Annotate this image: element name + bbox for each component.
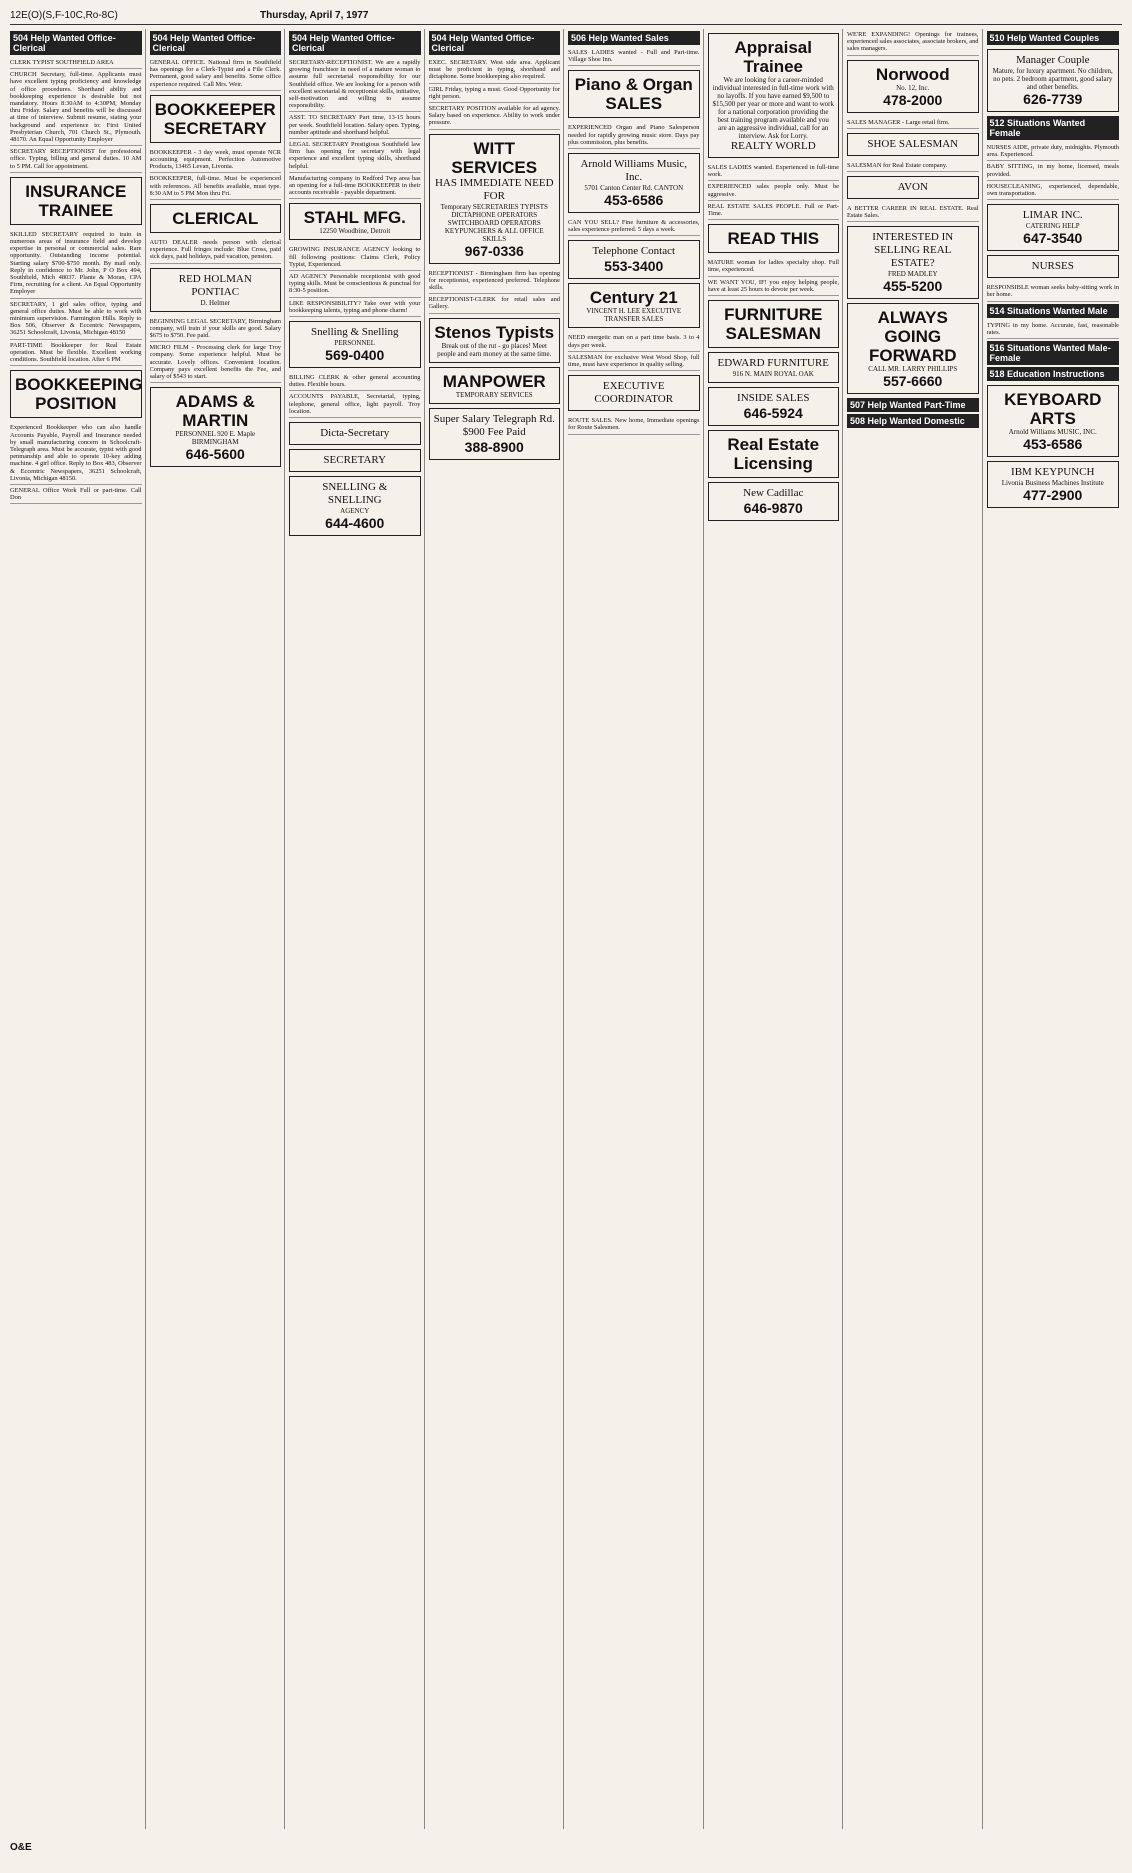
display-ad-title: Arnold Williams Music, Inc.	[580, 158, 688, 184]
display-ad-title: READ THIS	[727, 229, 820, 249]
display-ad-body: Break out of the rut - go places! Meet people and earn money at the same time.	[437, 341, 552, 358]
display-ad-title: BOOKKEEPER SECRETARY	[154, 99, 276, 138]
display-ad-title: INTERESTED IN SELLING REAL ESTATE?	[872, 231, 954, 270]
display-ad-title: EXECUTIVE COORDINATOR	[594, 380, 674, 406]
display-ad-phone: 646-5600	[185, 446, 245, 463]
classified-ad: RECEPTIONIST-CLERK for retail sales and Gallery.	[429, 294, 561, 313]
newspaper-page	[10, 10, 1122, 1853]
column-2	[150, 29, 286, 1829]
display-ad-subtitle: CATERING HELP	[1025, 222, 1080, 231]
display-ad-title: SNELLING & SNELLING	[322, 481, 388, 507]
column-4	[429, 29, 565, 1829]
section-header: 506 Help Wanted Sales	[568, 31, 700, 45]
page-date: Thursday, April 7, 1977	[260, 10, 369, 21]
display-ad-appraisal	[708, 33, 840, 158]
display-ad-bookkeeper	[150, 95, 282, 143]
page-footer: O&E	[10, 1842, 32, 1853]
classified-ad: EXPERIENCED sales people only. Must be aggressive.	[708, 181, 840, 200]
section-header: 507 Help Wanted Part-Time	[847, 398, 979, 412]
classified-ad: SALES LADIES wanted - Full and Part-time. Village Shoe Inn.	[568, 47, 700, 66]
display-ad-phone: 646-9870	[743, 500, 803, 517]
display-ad-phone: 569-0400	[325, 347, 385, 364]
display-ad-title: EDWARD FURNITURE	[717, 357, 830, 370]
section-header: 504 Help Wanted Office-Clerical	[429, 31, 561, 55]
classified-ad: Experienced Bookkeeper who can also handle Accounts Payable, Payroll and Insurance needed by small manufacturing concern in Schoolcraft-Telegraph area. Must be accurate, typist with good penmanship and able to operate 10-key adding machine. 4 girl office. Reply to Box 483, Observer & Eccentric Newspapers, 36251 Schoolcraft, Livonia, Michigan 48150.	[10, 422, 142, 485]
display-ad-company: REALTY WORLD	[730, 140, 816, 152]
display-ad-licensing	[708, 430, 840, 478]
column-1	[10, 29, 146, 1829]
display-ad-subtitle: PERSONNEL	[334, 339, 375, 348]
display-ad-title: Snelling & Snelling	[311, 326, 399, 339]
classified-ad: GENERAL OFFICE. National firm in Southfield has openings for a Clerk-Typist and a File Clerk. Permanent, good salary and benefits. Some office experience required. Call Mrs. Weir.	[150, 57, 282, 91]
column-3	[289, 29, 425, 1829]
display-ad-title: SECRETARY	[323, 454, 387, 467]
display-ad-phone: 644-4600	[325, 515, 385, 532]
section-header: 504 Help Wanted Office-Clerical	[150, 31, 282, 55]
display-ad-title: Piano & Organ SALES	[574, 75, 693, 114]
classified-ad: HOUSECLEANING, experienced, dependable, own transportation.	[987, 181, 1120, 200]
display-ad-dicta	[289, 422, 421, 445]
column-5	[568, 29, 704, 1829]
display-ad-adams-martin	[150, 387, 282, 467]
display-ad-subtitle: Livonia Business Machines Institute	[1001, 479, 1104, 488]
display-ad-arnold	[568, 153, 700, 213]
display-ad-subtitle: HAS IMMEDIATE NEED FOR	[434, 176, 554, 202]
section-header: 512 Situations Wanted Female	[987, 116, 1120, 140]
display-ad-inside-sales	[708, 387, 840, 426]
display-ad-title: Dicta-Secretary	[320, 427, 390, 440]
display-ad-title: FURNITURE SALESMAN	[724, 305, 823, 344]
display-ad-cadillac	[708, 482, 840, 521]
display-ad-title: RED HOLMAN PONTIAC	[178, 272, 252, 298]
display-ad-title: ADAMS & MARTIN	[175, 392, 255, 431]
display-ad-phone: 557-6660	[883, 373, 943, 390]
display-ad-address: PERSONNEL 920 E. Maple BIRMINGHAM	[175, 430, 256, 447]
display-ad-title: Stenos Typists	[434, 322, 555, 342]
column-7	[847, 29, 983, 1829]
display-ad-telephone	[568, 240, 700, 279]
display-ad-nurses	[987, 255, 1120, 278]
classified-ad: RECEPTIONIST - Birmingham firm has opening for receptionist, experienced preferred. Telephone skills.	[429, 268, 561, 295]
column-6	[708, 29, 844, 1829]
classified-ad: BOOKKEEPER, full-time. Must be experienced with references. All benefits available, must type. 8:30 AM to 5 PM Mon thru Fri.	[150, 173, 282, 200]
section-header: 504 Help Wanted Office-Clerical	[10, 31, 142, 55]
display-ad-title: Real Estate Licensing	[727, 435, 820, 474]
classified-ad: BABY SITTING, in my home, licensed, meals provided.	[987, 161, 1120, 180]
display-ad-secretary	[289, 449, 421, 472]
classified-ad: GROWING INSURANCE AGENCY looking to fill following positions: Claims Clerk, Policy Typist, Experienced.	[289, 244, 421, 271]
classified-ad: WE'RE EXPANDING! Openings for trainees, experienced sales associates, associate brokers, and sales managers.	[847, 29, 979, 56]
classified-ad: SECRETARY-RECEPTIONIST. We are a rapidly growing franchisor in need of a mature woman to assume full secretarial responsibility for our Southfield office. We are looking for a person with excellent secretarial & receptionist skills, initiative, self-motivation and willing to assume responsibility.	[289, 57, 421, 112]
display-ad-subtitle: AGENCY	[340, 507, 370, 516]
display-ad-norwood	[847, 60, 979, 113]
display-ad-edward	[708, 352, 840, 383]
display-ad-limar	[987, 204, 1120, 251]
display-ad-manager-couple	[987, 49, 1120, 112]
display-ad-body: Temporary SECRETARIES TYPISTS DICTAPHONE OPERATORS SWITCHBOARD OPERATORS KEYPUNCHERS & ALL OFFICE SKILLS	[440, 202, 548, 243]
display-ad-body: Mature, for luxury apartment. No children, no pets. 2 bedroom apartment, good salary and other benefits.	[992, 67, 1113, 91]
display-ad-phone: 478-2000	[883, 91, 943, 108]
display-ad-title: LIMAR INC.	[1022, 209, 1083, 222]
classified-ad: CHURCH Secretary, full-time. Applicants must have excellent typing proficiency and knowledge of office procedures. Shorthand ability and bookkeeping experience is desirable but not mandatory. Hours 8:30AM to 4:30PM, Monday thru Friday. Salary and benefits will be discussed at time of interview. Submit resume, stating your background and experience to: First United Presbyterian Church, 701 Church St., Plymouth. 48170. An Equal Opportunity Employer	[10, 69, 142, 146]
display-ad-stenos	[429, 318, 561, 363]
column-8	[987, 29, 1123, 1829]
classified-ad: WE WANT YOU, IF! you enjoy helping people, have at least 25 hours to devote per week.	[708, 277, 840, 296]
display-ad-clerical	[150, 204, 282, 233]
display-ad-read-this	[708, 224, 840, 253]
classified-ad: GIRL Friday, typing a must. Good Opportunity for right person.	[429, 84, 561, 103]
display-ad-century21	[568, 283, 700, 328]
display-ad-phone: 647-3540	[1023, 230, 1083, 247]
display-ad-title: INSIDE SALES	[737, 392, 810, 405]
display-ad-always	[847, 303, 979, 394]
display-ad-contact: FRED MADLEY	[887, 270, 938, 279]
display-ad-bookkeeping	[10, 370, 142, 418]
display-ad-title: NURSES	[1031, 260, 1074, 273]
display-ad-insurance	[10, 177, 142, 225]
display-ad-snelling-2	[289, 476, 421, 536]
classified-ad: RESPONSIBLE woman seeks baby-sitting work in her home.	[987, 282, 1120, 301]
display-ad-title: Manager Couple	[1015, 54, 1090, 66]
masthead	[10, 10, 1122, 25]
display-ad-phone: 453-6586	[604, 192, 664, 209]
display-ad-holman	[150, 268, 282, 312]
classified-ad: AD AGENCY Personable receptionist with good typing skills. Must be conscientious & punctual for 8:30-5 position.	[289, 271, 421, 298]
display-ad-title: Norwood	[875, 64, 950, 84]
classified-ad: SECRETARY POSITION available for ad agency. Salary based on experience. Ability to work under pressure.	[429, 103, 561, 130]
display-ad-phone: 453-6586	[1023, 436, 1083, 453]
display-ad-subtitle: No. 12, Inc.	[896, 83, 930, 92]
classified-ad: NEED energetic man on a part time basis. 3 to 4 days per week.	[568, 332, 700, 351]
classified-ad: SALES LADIES wanted. Experienced in full-time work.	[708, 162, 840, 181]
classified-ad: EXPERIENCED Organ and Piano Salesperson needed for rapidly growing music store. Days pay plus commission, plus benefits.	[568, 122, 700, 149]
display-ad-address: 12250 Woodbine, Detroit	[319, 227, 391, 236]
display-ad-keyboard	[987, 385, 1120, 457]
classified-ad: EXEC. SECRETARY. West side area. Applicant must be proficient in typing, shorthand and dictaphone. Some bookkeeping also required.	[429, 57, 561, 84]
page-code: 12E(O)(S,F-10C,Ro-8C)	[10, 10, 118, 21]
display-ad-snelling	[289, 321, 421, 368]
classified-ad: SALESMAN for Real Estate company.	[847, 160, 979, 172]
classified-ad: LIKE RESPONSIBILITY? Take over with your bookkeeping talents, typing and phone charm!	[289, 298, 421, 317]
classified-ad: MATURE woman for ladies specialty shop. Full time, experienced.	[708, 257, 840, 276]
display-ad-contact: D. Helmer	[200, 298, 231, 307]
display-ad-witt	[429, 134, 561, 264]
classified-ad: AUTO DEALER needs person with clerical experience. Full fringes include: Blue Cross, paid sick days, paid holidays, paid vacation, pension.	[150, 237, 282, 264]
display-ad-address: 916 N. MAIN ROYAL OAK	[732, 370, 814, 379]
section-header: 518 Education Instructions	[987, 367, 1120, 381]
section-header: 504 Help Wanted Office-Clerical	[289, 31, 421, 55]
classified-ad: MICRO FILM - Processing clerk for large Troy company. Some experience helpful. Must be accurate. Lovely offices. Convenient location. Company pays excellent benefits the Fee, and salary of $543 to start.	[150, 342, 282, 383]
display-ad-title: Appraisal Trainee	[734, 38, 812, 76]
classified-ad: BOOKKEEPER - 3 day week, must operate NCR accounting equipment. Perfection Automotive Products, 13465 Levan, Livonia.	[150, 147, 282, 174]
section-header: 516 Situations Wanted Male-Female	[987, 341, 1120, 365]
section-header: 514 Situations Wanted Male	[987, 304, 1120, 318]
display-ad-subtitle: TEMPORARY SERVICES	[455, 390, 533, 399]
display-ad-phone: 626-7739	[1023, 91, 1083, 107]
display-ad-title: KEYBOARD ARTS	[1004, 390, 1102, 429]
display-ad-ibm	[987, 461, 1120, 508]
classified-ad: SECRETARY, 1 girl sales office, typing and general office duties. Must be able to work with minimum supervision. Farmington Hills. Reply to Box 506, Observer & Eccentric Newspapers, 36251 Schoolcraft, Livonia, Michigan 48150	[10, 299, 142, 340]
display-ad-address: 5701 Canton Center Rd. CANTON	[584, 184, 684, 193]
display-ad-title: CLERICAL	[172, 209, 259, 229]
classified-ad: REAL ESTATE SALES PEOPLE. Full or Part-Time.	[708, 201, 840, 220]
classified-ad: BILLING CLERK & other general accounting duties. Flexible hours.	[289, 372, 421, 391]
display-ad-title: BOOKKEEPING POSITION	[15, 375, 143, 414]
display-ad-interested	[847, 226, 979, 299]
display-ad-shoe	[847, 133, 979, 156]
classified-ad: Manufacturing company in Redford Twp area has an opening for a full-time BOOKKEEPER in their accounts receivable - payable department.	[289, 173, 421, 200]
display-ad-phone: 455-5200	[883, 278, 943, 295]
display-ad-phone: 553-3400	[604, 258, 664, 275]
display-ad-title: Telephone Contact	[592, 245, 676, 258]
classified-ad: SALESMAN for exclusive West Wood Shop, full time, must have experience in quality selling.	[568, 352, 700, 371]
classified-ad: ROUTE SALES. New home, Immediate openings for Route Salesmen.	[568, 415, 700, 434]
display-ad-title: New Cadillac	[743, 487, 804, 500]
masthead-right	[860, 10, 1122, 24]
display-ad-super-salary	[429, 408, 561, 460]
classified-ad: BEGINNING LEGAL SECRETARY, Birmingham company, will train if your skills are good. Salary $675 to $750. Fee paid.	[150, 316, 282, 343]
display-ad-title: STAHL MFG.	[303, 208, 406, 228]
classified-ad: LEGAL SECRETARY Prestigious Southfield law firm has opening for secretary with legal experience and excellent typing skills, shorthand helpful.	[289, 139, 421, 173]
classified-ad: ASST. TO SECRETARY Part time, 13-15 hours per week. Southfield location. Salary open. Typing, number aptitude and shorthand helpful.	[289, 112, 421, 139]
classified-ad: SKILLED SECRETARY required to train in numerous areas of insurance field and develop expertise in personal or commercial sales. Rare opportunity. Outstanding income potential. Starting salary $700-$750 month. By mail only. Reply in confidence to Mr. John, P O Box 494, Southfield, Mich 48037. Plante & Moran, CPA Firm, recruiting for a client. An Equal Opportunity Employer	[10, 229, 142, 299]
display-ad-title: INSURANCE TRAINEE	[25, 181, 127, 220]
display-ad-title: SHOE SALESMAN	[867, 137, 959, 150]
display-ad-phone: 388-8900	[464, 438, 524, 455]
classified-ad: TYPING in my home. Accurate, fast, reasonable rates.	[987, 320, 1120, 339]
display-ad-avon	[847, 176, 979, 199]
classified-ad: NURSES AIDE, private duty, midnights. Plymouth area. Experienced.	[987, 142, 1120, 161]
display-ad-phone: 967-0336	[464, 242, 524, 259]
display-ad-title: IBM KEYPUNCH	[1011, 466, 1095, 479]
classified-ad: SALES MANAGER - Large retail firm.	[847, 117, 979, 129]
display-ad-title: Century 21	[589, 288, 678, 308]
display-ad-subtitle: Arnold Williams MUSIC, INC.	[1008, 428, 1097, 437]
display-ad-subtitle: VINCENT H. LEE EXECUTIVE TRANSFER SALES	[586, 307, 682, 324]
display-ad-phone: 646-5924	[743, 405, 803, 422]
classified-ad: GENERAL Office Work Full or part-time. Call Don	[10, 485, 142, 504]
classified-ad: SECRETARY RECEPTIONIST for professional office. Typing, billing and general duties. 10 AM to 5 PM. Call for appointment.	[10, 146, 142, 173]
classified-ad: CAN YOU SELL? Fine furniture & accessories, sales experience preferred. 5 days a week.	[568, 217, 700, 236]
display-ad-piano	[568, 70, 700, 118]
classified-ad: CLERK TYPIST SOUTHFIELD AREA	[10, 57, 142, 69]
display-ad-title: MANPOWER	[442, 371, 546, 391]
display-ad-title: AVON	[897, 181, 928, 194]
display-ad-phone: 477-2900	[1023, 487, 1083, 504]
classified-ad: A BETTER CAREER IN REAL ESTATE. Real Estate Sales.	[847, 203, 979, 222]
classified-ad: PART-TIME Bookkeeper for Real Estate operation. Must be flexible. Excellent working conditions. Southfield location. After 6 PM	[10, 340, 142, 367]
display-ad-furniture	[708, 300, 840, 348]
display-ad-stahl	[289, 203, 421, 240]
display-ad-title: ALWAYS GOING FORWARD	[868, 308, 957, 366]
classified-ad: ACCOUNTS PAYABLE, Secretarial, typing, telephone, general office, light payroll. Troy location.	[289, 391, 421, 418]
section-header: 510 Help Wanted Couples	[987, 31, 1120, 45]
display-ad-title: Super Salary Telegraph Rd. $900 Fee Paid	[433, 412, 555, 438]
display-ad-coordinator	[568, 375, 700, 411]
display-ad-title: WITT SERVICES	[451, 138, 538, 177]
section-header: 508 Help Wanted Domestic	[847, 414, 979, 428]
display-ad-body: We are looking for a career-minded individual interested in full-time work with no layoffs. If you have earned $9,500 to $15,500 per year or more and want to work for a national corporation providing the best training program available and you are an aggressive individual, call for an interview. Ask for Lorry.	[712, 76, 834, 140]
display-ad-manpower	[429, 367, 561, 404]
display-ad-contact: CALL MR. LARRY PHILLIPS	[868, 365, 958, 374]
